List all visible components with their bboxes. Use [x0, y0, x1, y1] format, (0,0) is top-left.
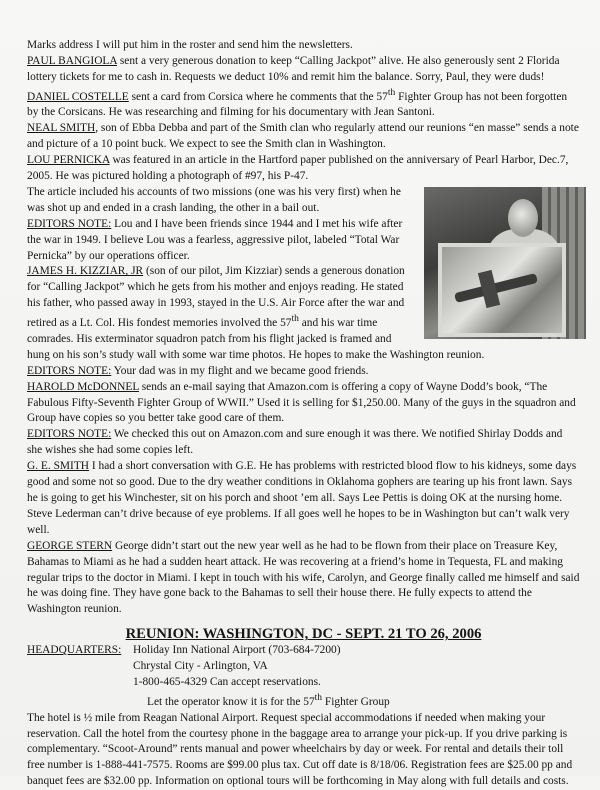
hotel-operator-note-a: Let the operator know it is for the 57 [147, 695, 315, 708]
hotel-reservation-phone: 1-800-465-4329 Can accept reservations. [133, 676, 321, 689]
text-george-stern: George didn’t start out the new year well as he had to be flown from their place on Treasure Key, Bahamas to Miami as he had a sudden heart attack. He was recovering at a friend’s home in Tequesta, FL and making regular trips to the doctor in Miami. I kept in touch with his wife, Carolyn, and George finally called me himself and said he was doing fine. They have gone back to the Bahamas to sell their house there. He fully expects to attend the Washington reunion. [27, 539, 580, 616]
hotel-location: Chrystal City - Arlington, VA [133, 660, 268, 673]
text-neal-smith: , son of Ebba Debba and part of the Smith clan who regularly attend our reunions “en masse” sends a note and picture of a 10 point buck. We expect to see the Smith clan in Washington. [27, 122, 579, 151]
text-daniel-costelle-b: Fighter Group has not been forgotten by the Corsicans. He was researching and filming for his documentary with Jean Santoni. [27, 90, 568, 119]
name-neal-smith: NEAL SMITH [27, 122, 96, 135]
paragraph-lou-pernicka [27, 153, 580, 185]
superscript-th: th [387, 87, 396, 98]
label-editors-note: EDITORS NOTE: [27, 217, 112, 230]
paragraph-ge-smith [27, 459, 580, 539]
text-daniel-costelle-a: sent a card from Corsica where he comments that the 57 [128, 90, 388, 103]
text-editors-note-amazon: We checked this out on Amazon.com and sure enough it was there. We notified Shirlay Dodds and she wishes she had some copies left. [27, 428, 563, 457]
name-lou-pernicka: LOU PERNICKA [27, 154, 110, 167]
text-ge-smith: I had a short conversation with G.E. He has problems with restricted blood flow to his kidneys, some days good and some not so good. Due to the dry weather conditions in Oklahoma gophers are tearing up his front lawn. Says he is going to get his Winchester, sit on his porch and shoot ’em all. Says Lee Pettis is doing OK at the nursing home. Steve Lederman can’t drive because of eye problems. If all goes well he hopes to be in Washington but can’t walk very well. [27, 460, 577, 536]
paragraph-editors-note-dad [27, 364, 580, 380]
hotel-operator-note-b: Fighter Group [322, 695, 390, 708]
hotel-operator-note [27, 691, 580, 711]
lou-pernicka-photo [424, 187, 586, 339]
text-lou-pernicka-a: was featured in an article in the Hartford paper published on the anniversary of Pearl Harbor, Dec.7, 2005. He was pictured holding a photograph of #97, his P-47. [27, 154, 569, 183]
paragraph-lou-pernicka-article: The article included his accounts of two missions (one was his very first) when he was shot up and ended in a crash landing, the other in a bail out. [27, 185, 401, 214]
hotel-name: Holiday Inn National Airport (703-684-7200) [133, 644, 341, 657]
text-editors-note-dad: Your dad was in my flight and we became good friends. [111, 364, 369, 377]
paragraph-neal-smith [27, 121, 580, 153]
paragraph-paul-bangiola [27, 54, 580, 86]
superscript-th: th [291, 314, 299, 325]
paragraph-daniel-costelle [27, 86, 580, 122]
paragraph-marks-address: Marks address I will put him in the roster and send him the newsletters. [27, 39, 353, 51]
name-george-stern: GEORGE STERN [27, 539, 113, 552]
name-paul-bangiola: PAUL BANGIOLA [27, 54, 117, 67]
label-editors-note: EDITORS NOTE: [27, 428, 112, 441]
text-editors-note-lou: Lou and I have been friends since 1944 and I met his wife after the war in 1949. I believe Lou was a fearless, aggressive pilot, labeled “Total War Pernicka” by our operations officer. [27, 217, 403, 262]
text-paul-bangiola: sent a very generous donation to keep “Calling Jackpot” alive. He also generously sent 2 Florida lottery tickets for me to cash in. Requests we deduct 10% and remit him the balance. Sorry, Paul, they were duds! [27, 54, 560, 83]
text-james-kizziar-b: and his war time comrades. His exterminator squadron patch from his flight jacked is framed and hung on his son’s study wall with some war time photos. He hopes to make the Washington reunion. [27, 317, 485, 361]
reunion-details: The hotel is ½ mile from Reagan National Airport. Request special accommodations if needed when making your reservation. Call the hotel from the courtesy phone in the baggage area to arrange your pick-up. If you drive parking is complementary. “Scoot-Around” rents manual and power wheelchairs by day or week. For rental and details their toll free number is 1-888-441-7575. Rooms are $99.00 plus tax. Cut off date is 8/18/06. Registration fees are $25.00 pp and banquet fees are $32.00 pp. Information on optional tours will be forthcoming in May along with full details and costs. [27, 711, 573, 788]
label-editors-note: EDITORS NOTE: [27, 364, 112, 377]
headquarters-label: HEADQUARTERS: [27, 644, 122, 657]
reunion-heading: REUNION: WASHINGTON, DC - SEPT. 21 TO 26, 2006 [125, 626, 482, 643]
paragraph-harold-mcdonnel [27, 380, 580, 428]
paragraph-editors-note-amazon [27, 427, 580, 459]
name-james-kizziar: JAMES H. KIZZIAR, JR [27, 265, 144, 278]
name-daniel-costelle: DANIEL COSTELLE [27, 90, 129, 103]
text-james-kizziar-a: (son of our pilot, Jim Kizziar) sends a generous donation for “Calling Jackpot” which he gets from his mother and enjoys reading. He stated his father, who passed away in 1993, stayed in the U.S. Air Force after the war and retired as a Lt. Col. His fondest memories involved the 57 [27, 265, 405, 329]
photo-person-head [508, 199, 538, 237]
superscript-th: th [314, 692, 323, 703]
text-harold-mcdonnel: sends an e-mail saying that Amazon.com is offering a copy of Wayne Dodd’s book, “The Fabulous Fifty-Seventh Fighter Group of WWII.” Used it is selling for $1,250.00. Many of the guys in the squadron and Group have copies so you better take good care of them. [27, 380, 576, 425]
headquarters-row [27, 643, 580, 659]
name-ge-smith: G. E. SMITH [27, 460, 90, 473]
paragraph-george-stern [27, 539, 580, 619]
name-harold-mcdonnel: HAROLD McDONNEL [27, 380, 139, 393]
